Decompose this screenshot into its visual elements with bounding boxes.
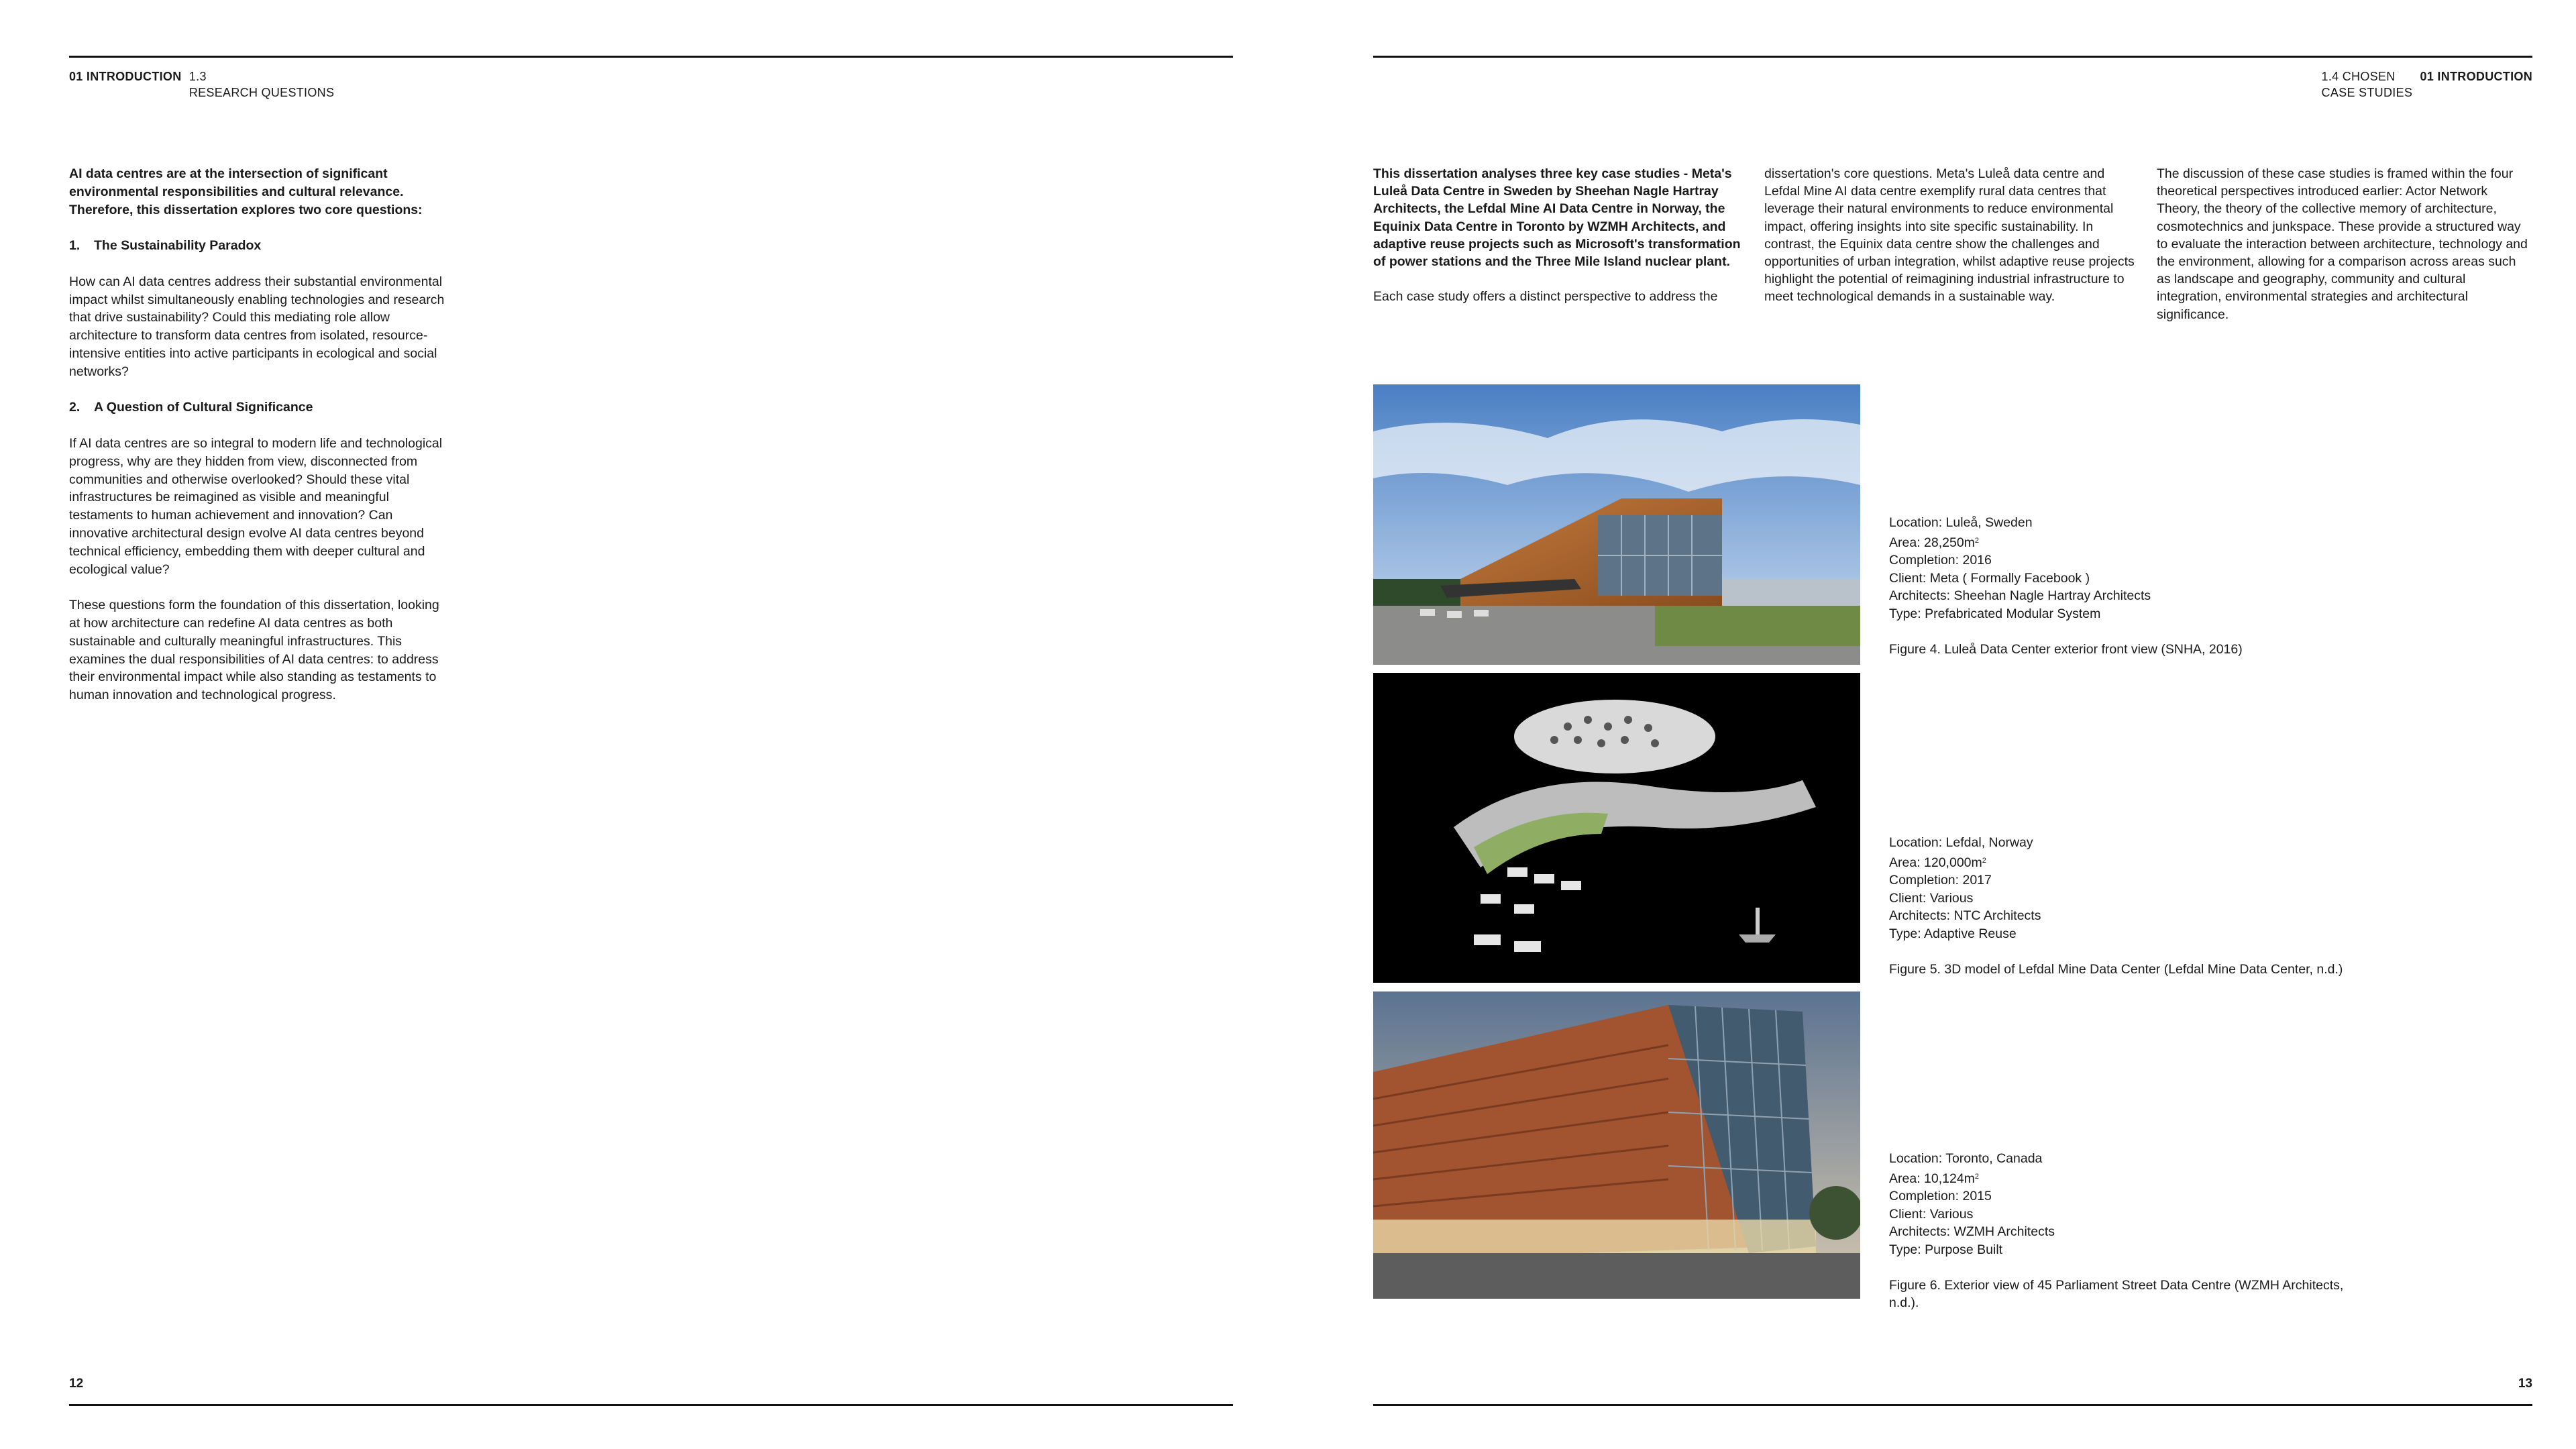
figure-lefdal-model xyxy=(1373,673,1860,983)
case-studies-intro: This dissertation analyses three key case studies - Meta's Luleå Data Centre in Sweden by Sheehan Nagle Hartray Architects, the Lefdal Mine AI Data Centre in Norway, the Equinix Data Centre in Toronto by WZMH Architects, and adaptive reuse projects such as Microsoft's transformation of power stations and the Three Mile Island nuclear plant. xyxy=(1373,166,1741,270)
bottom-rule-right xyxy=(1373,1404,2532,1406)
page-number-right: 13 xyxy=(2518,1377,2532,1391)
question-2-heading: 2. A Question of Cultural Significance xyxy=(69,400,313,415)
closing-paragraph: These questions form the foundation of this dissertation, looking at how architecture can redefine AI data centres as both sustainable and culturally meaningful infrastructures. This examines the dual responsibilities of AI data centres: to address their environmental impact while also standing as testaments to human innovation and technological progress. xyxy=(69,598,439,703)
figure-toronto-photo xyxy=(1373,991,1860,1299)
info-type: Type: Prefabricated Modular System xyxy=(1889,606,2101,621)
info-type: Type: Purpose Built xyxy=(1889,1242,2003,1257)
case-study-info-toronto xyxy=(1889,1150,2359,1312)
info-architects: Architects: NTC Architects xyxy=(1889,908,2041,924)
figure-caption: Figure 4. Luleå Data Center exterior front view (SNHA, 2016) xyxy=(1889,641,2243,657)
bottom-rule-left xyxy=(69,1404,1233,1406)
section-number: 1.4 CHOSEN xyxy=(2321,70,2396,83)
section-label: 01 INTRODUCTION xyxy=(2420,70,2532,83)
info-client: Client: Meta ( Formally Facebook ) xyxy=(1889,570,2090,586)
figure-lulea-photo xyxy=(1373,384,1860,665)
question-1-heading: 1. The Sustainability Paradox xyxy=(69,238,262,254)
case-study-column-2: dissertation's core questions. Meta's Luleå data centre and Lefdal Mine AI data centre exemplify rural data centres that leverage their natural environments to reduce environmental impact, offering insights into site specific sustainability. In contrast, the Equinix data centre show the challenges and opportunities of urban integration, whilst adaptive reuse projects highlight the potential of reimagining industrial infrastructure to meet technological demands in a sustainable way. xyxy=(1764,166,2135,305)
section-label: 01 INTRODUCTION xyxy=(69,70,182,83)
page-header-left xyxy=(69,68,334,101)
info-completion: Completion: 2015 xyxy=(1889,1189,1992,1204)
intro-paragraph: AI data centres are at the intersection of significant environmental responsibilities and cultural relevance. Therefore, this dissertation explores two core questions: xyxy=(69,166,423,217)
section-title: RESEARCH QUESTIONS xyxy=(189,86,335,99)
info-area: Area: $10,124m^2$ xyxy=(1889,1171,1980,1186)
info-area: Area: $28,250m^2$ xyxy=(1889,535,1980,550)
section-number: 1.3 xyxy=(189,70,207,83)
page-number-left: 12 xyxy=(69,1377,84,1391)
section-title: CASE STUDIES xyxy=(2321,86,2413,99)
case-study-column-1 xyxy=(1373,165,1749,305)
info-client: Client: Various xyxy=(1889,890,1974,906)
top-rule-left xyxy=(69,56,1233,58)
info-architects: Architects: WZMH Architects xyxy=(1889,1224,2055,1240)
page-header-right xyxy=(2322,68,2532,101)
question-2-body: If AI data centres are so integral to modern life and technological progress, why are they hidden from view, disconnected from communities and otherwise overlooked? Should these vital infrastructures be reimagined as visible and meaningful testaments to human achievement and innovation? Can innovative architectural design evolve AI data centres beyond technical efficiency, embedding them with deeper cultural and ecological value? xyxy=(69,435,443,577)
info-client: Client: Various xyxy=(1889,1206,1974,1222)
info-architects: Architects: Sheehan Nagle Hartray Architects xyxy=(1889,588,2151,604)
figure-caption: Figure 6. Exterior view of 45 Parliament Street Data Centre (WZMH Architects, n.d.). xyxy=(1889,1277,2344,1311)
question-1-body: How can AI data centres address their substantial environmental impact whilst simultaneously enabling technologies and research that drive sustainability? Could this mediating role allow architecture to transform data centres from isolated, resource-intensive entities into active participants in ecological and social networks? xyxy=(69,274,445,379)
top-rule-right xyxy=(1373,56,2532,58)
info-type: Type: Adaptive Reuse xyxy=(1889,926,2017,941)
info-location: Location: Lefdal, Norway xyxy=(1889,835,2033,850)
info-location: Location: Luleå, Sweden xyxy=(1889,515,2033,530)
figure-caption: Figure 5. 3D model of Lefdal Mine Data Center (Lefdal Mine Data Center, n.d.) xyxy=(1889,961,2343,977)
case-study-column-3: The discussion of these case studies is framed within the four theoretical perspectives introduced earlier: Actor Network Theory, the theory of the collective memory of architecture, cosmotechnics and junkspace. These provide a structured way to evaluate the interaction between architecture, technology and the environment, allowing for a comparison across areas such as landscape and geography, community and cultural integration, environmental strategies and architectural significance. xyxy=(2157,166,2528,322)
info-area: Area: $120,000m^2$ xyxy=(1889,855,1986,870)
case-study-info-lefdal xyxy=(1889,834,2359,978)
case-studies-intro-continued: Each case study offers a distinct perspective to address the xyxy=(1373,289,1718,305)
case-study-info-lulea xyxy=(1889,514,2359,658)
research-questions-text xyxy=(69,165,451,704)
info-completion: Completion: 2017 xyxy=(1889,873,1992,888)
info-location: Location: Toronto, Canada xyxy=(1889,1151,2043,1166)
info-completion: Completion: 2016 xyxy=(1889,553,1992,568)
